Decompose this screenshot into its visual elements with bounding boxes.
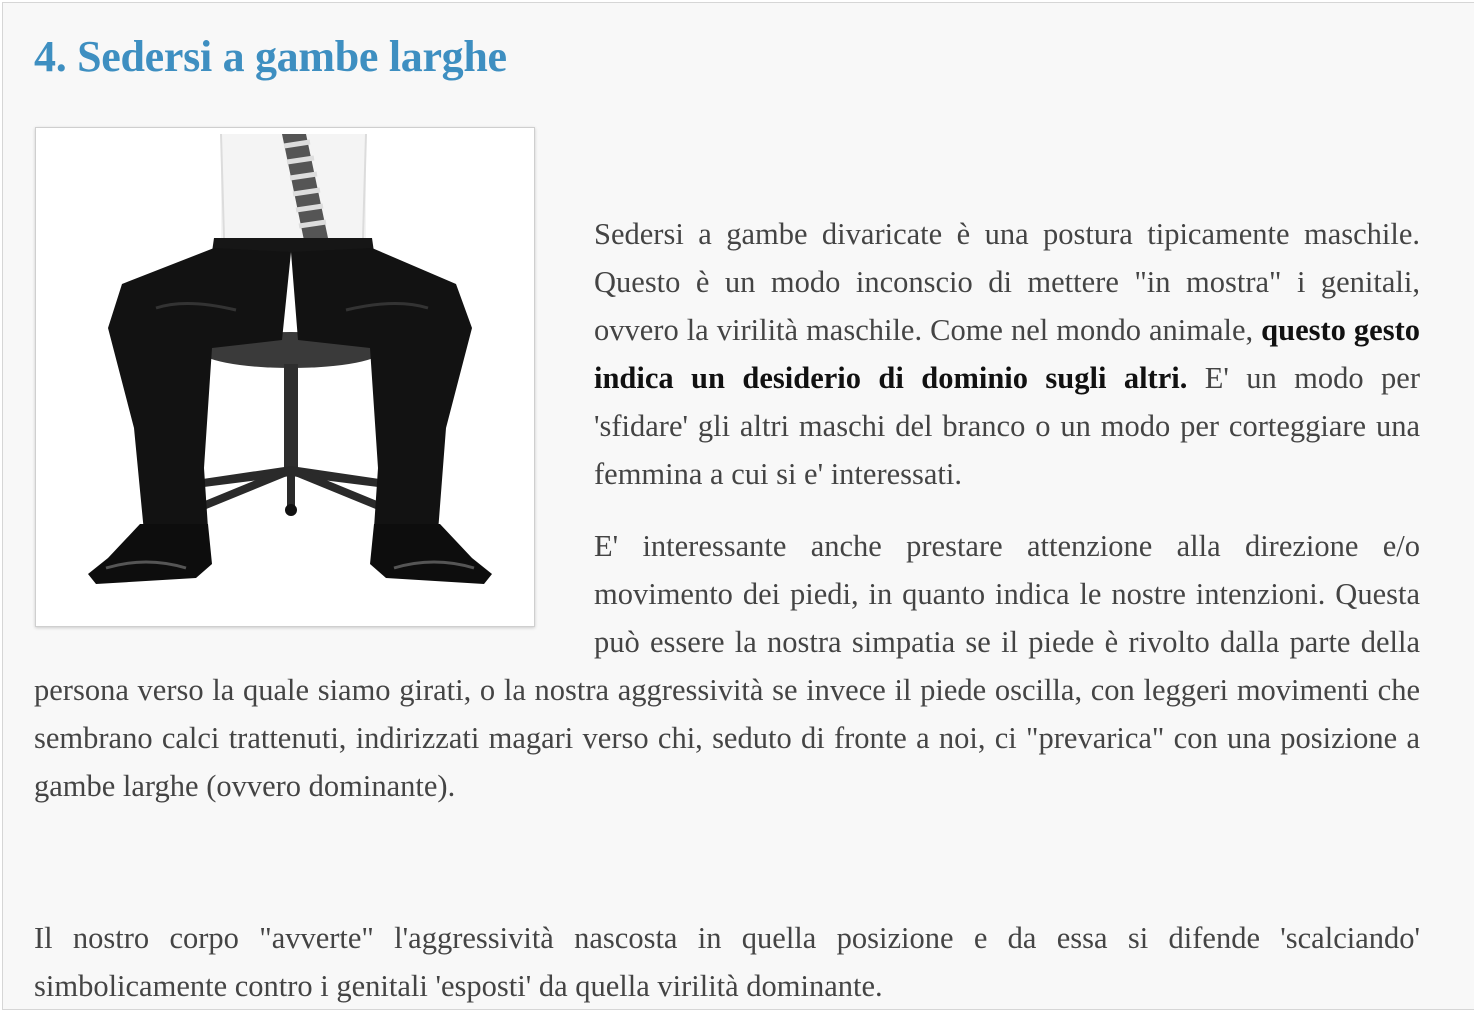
- paragraph-1-bold: questo gesto indica un desiderio di dominio sugli altri.: [594, 313, 1420, 395]
- paragraph-1-tail: E' un modo per 'sfidare' gli altri maschi del branco o un modo per corteggiare una femmina a cui si e' interessati.: [594, 361, 1421, 491]
- article-title: 4. Sedersi a gambe larghe: [34, 32, 507, 81]
- paragraph-1-lead: Sedersi a gambe divaricate è una postura tipicamente maschile. Questo è un modo inconscio di mettere "in mostra" i genitali, ovvero la virilità maschile. Come nel mondo animale,: [594, 217, 1420, 347]
- paragraph-2: E' interessante anche prestare attenzione alla direzione e/o movimento dei piedi, in quanto indica le nostre intenzioni. Questa può essere la nostra simpatia se il piede è rivolto dalla parte della persona verso la quale siamo girati, o la nostra aggressività se invece il piede oscilla, con leggeri movimenti che sembrano calci trattenuti, indirizzati magari verso chi, seduto di fronte a noi, ci "prevarica" con una posizione a gambe larghe (ovvero dominante).: [34, 529, 1420, 803]
- paragraph-3: Il nostro corpo "avverte" l'aggressività nascosta in quella posizione e da essa si difende 'scalciando' simbolicamente contro i genitali 'esposti' da quella virilità dominante.: [34, 921, 1420, 1003]
- man-sitting-legs-apart-photo-icon: [36, 128, 534, 626]
- article-image: [35, 127, 535, 627]
- article: [2, 2, 1474, 1010]
